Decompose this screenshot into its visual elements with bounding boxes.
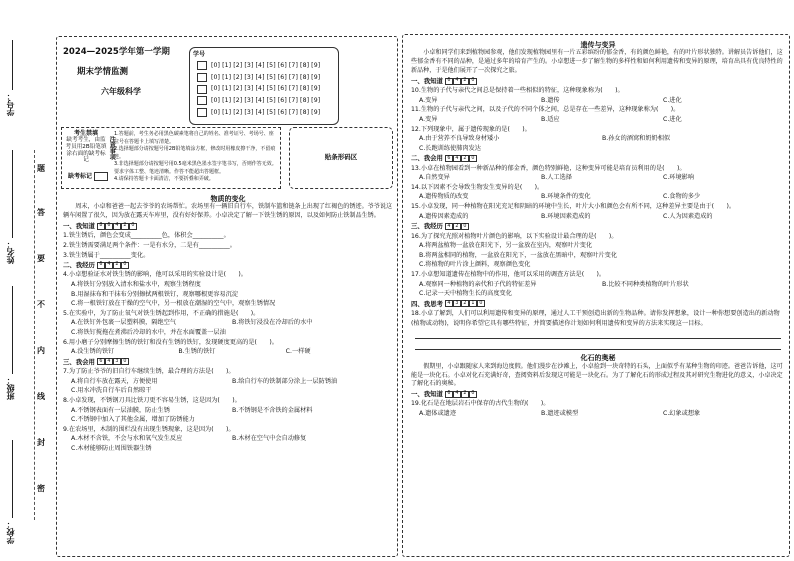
- answer-line[interactable]: [415, 339, 781, 350]
- score-box[interactable]: 0: [469, 391, 477, 398]
- answer-option[interactable]: A.木材不含铁，不会与水和氧气发生反应: [71, 435, 183, 443]
- id-digit-options[interactable]: [0] [1] [2] [3] [4] [5] [6] [7] [8] [9]: [211, 97, 321, 105]
- score-box[interactable]: 1: [469, 300, 477, 307]
- section-intro: 小卓和同学们来到植物园参观，他们发现植物园里有一片五彩缤纷的郁金香，有的颜色鲜艳，有的叶片形状独特。讲解员告诉他们，这些郁金香有不同的品种，是通过多年的培育产生的。小卓想进一步了解生物的多样性和如何利用遗传和变异的原理，培育出具有优良特性的新品种，于是他们展开了一次探究之旅。: [411, 49, 783, 75]
- score-box[interactable]: 4: [453, 78, 461, 85]
- answer-options: [63, 434, 393, 444]
- score-box[interactable]: 6: [97, 358, 105, 365]
- score-boxes[interactable]: [97, 223, 137, 230]
- score-box[interactable]: 2: [113, 262, 121, 269]
- score-box[interactable]: 2: [461, 391, 469, 398]
- left-answer-sheet: [56, 36, 398, 557]
- score-boxes[interactable]: [445, 300, 485, 307]
- answer-option[interactable]: B.遗传: [541, 96, 560, 104]
- answer-option[interactable]: A.变异: [419, 96, 438, 104]
- seal-char: 题: [37, 164, 45, 173]
- id-digit-row[interactable]: [193, 73, 335, 82]
- score-box[interactable]: 2: [461, 78, 469, 85]
- absent-mark-label: 缺考标记: [68, 173, 93, 180]
- score-boxes[interactable]: [445, 78, 477, 85]
- answer-option[interactable]: A.变异: [419, 115, 438, 123]
- part-heading: [411, 299, 785, 309]
- seal-line: [34, 150, 48, 520]
- section-title: 物质的变化: [210, 195, 246, 203]
- score-box[interactable]: 4: [105, 262, 113, 269]
- part-title: 一、我知道: [411, 76, 443, 85]
- answer-option[interactable]: B.人工选择: [541, 174, 572, 182]
- answer-option[interactable]: C.环境影响: [663, 174, 695, 182]
- score-boxes[interactable]: [445, 223, 469, 230]
- answer-options: [411, 96, 785, 106]
- question: 10.生物的子代与亲代之间总是保持着一些相似的特征，这种现象称为( )。: [411, 87, 624, 95]
- answer-option[interactable]: A.将铁钉分别放入清水和盐水中，观察生锈程度: [71, 280, 201, 288]
- seal-char: 不: [37, 300, 45, 309]
- exam-header: [61, 43, 395, 123]
- instructions-vertical-label: 注意事项: [108, 136, 116, 160]
- id-digit-options[interactable]: [0] [1] [2] [3] [4] [5] [6] [7] [8] [9]: [211, 73, 321, 81]
- answer-option[interactable]: B.将两盆相同的植物，一盆放在阳光下，一盆放在黑暗中，观察叶片变化: [419, 251, 618, 259]
- score-box[interactable]: 0: [121, 358, 129, 365]
- id-digit-options[interactable]: [0] [1] [2] [3] [4] [5] [6] [7] [8] [9]: [211, 85, 321, 93]
- rule-item: 4.请保持答题卡卡面清洁，不要折叠和弄破。: [114, 176, 214, 182]
- score-box[interactable]: 6: [445, 155, 453, 162]
- score-box[interactable]: 6: [445, 391, 453, 398]
- score-box[interactable]: 2: [453, 223, 461, 230]
- answer-option[interactable]: B.环境条件的变化: [541, 193, 591, 201]
- question: 6.用小磨子分别摩擦生锈的铁钉和没有生锈的铁钉，发现硬度更高的是( )。: [63, 338, 278, 346]
- answer-option[interactable]: C.幻象或想象: [663, 410, 701, 418]
- exam-name-title: 期末学情监测: [77, 67, 129, 78]
- part-heading: [411, 76, 785, 86]
- answer-option[interactable]: C.用水冲洗自行车后自然晾干: [71, 387, 152, 395]
- score-box[interactable]: 2: [461, 155, 469, 162]
- part-heading: [63, 260, 393, 270]
- score-box[interactable]: 3: [113, 358, 121, 365]
- student-id-grid: [189, 47, 339, 125]
- score-box[interactable]: 2: [461, 300, 469, 307]
- student-no-line: [12, 40, 13, 90]
- question: 15.小卓发现，同一种植物在阳光充足和阴暗的环境中生长，叶片大小和颜色会有所不同，这种差异主要是由于( )。: [411, 203, 736, 211]
- part-heading: [63, 221, 393, 231]
- absent-category: [64, 130, 108, 164]
- score-box[interactable]: 4: [453, 155, 461, 162]
- answer-option[interactable]: B.生锈的铁钉: [178, 348, 216, 356]
- score-box[interactable]: 3: [453, 300, 461, 307]
- id-digit-row[interactable]: [193, 96, 335, 105]
- part-title: 一、我知道: [411, 390, 443, 399]
- name-label: 姓名：: [6, 240, 15, 264]
- exam-title-block: [63, 47, 191, 121]
- answer-option[interactable]: A.不锈钢表面有一层油膜，防止生锈: [71, 406, 170, 414]
- seal-char: 内: [37, 346, 45, 355]
- answer-option[interactable]: B.给自行车的铁制部分涂上一层防锈油: [232, 377, 338, 385]
- section-heredity: [411, 41, 785, 419]
- question: 4.小卓想验证水对铁生锈的影响，他可以采用的实验设计是( )。: [63, 271, 247, 279]
- seal-char: 线: [37, 392, 45, 401]
- answer-options: [63, 377, 393, 387]
- score-box[interactable]: 4: [453, 391, 461, 398]
- instructions-rules: [114, 131, 278, 184]
- id-digit-box[interactable]: [197, 61, 207, 70]
- question: 3.铁生锈属于__________变化。: [63, 251, 150, 259]
- name-line: [12, 150, 13, 238]
- class-label: 班级：: [6, 376, 15, 400]
- answer-option[interactable]: B.不锈钢是不含铁的金属材料: [232, 406, 313, 414]
- answer-line[interactable]: [415, 328, 781, 339]
- rule-item: 2.选择题部分请按题号用2B铅笔填涂方框，修改时用橡皮擦干净，不留痕迹。: [114, 146, 276, 160]
- part-title: 一、我知道: [63, 222, 95, 231]
- answer-option[interactable]: A.自然变异: [419, 174, 450, 182]
- question: 17.小卓想知道遗传在植物中的作用，他可以采用的调查方法是( )。: [411, 270, 606, 278]
- score-box[interactable]: 0: [121, 262, 129, 269]
- id-digit-row[interactable]: [193, 61, 335, 70]
- part-heading: [411, 389, 785, 399]
- part-title: 四、我思考: [411, 299, 443, 308]
- absent-category-desc: 缺考考生，由监考员用2B铅笔填涂右面的缺考标记: [65, 137, 107, 164]
- answer-option[interactable]: C.将一根铁钉放在干燥的空气中，另一根放在潮湿的空气中，观察生锈情况: [71, 300, 276, 308]
- answer-option[interactable]: B.用湿抹布和干抹布分别擦拭两根铁钉，观察哪根更容易沉淀: [71, 290, 239, 298]
- class-line: [12, 286, 13, 374]
- answer-option[interactable]: A.由于营养不良导致身材矮小: [419, 135, 500, 143]
- barcode-area: [289, 127, 393, 189]
- score-boxes[interactable]: [445, 155, 477, 162]
- answer-option[interactable]: B.环境因素造成的: [541, 212, 591, 220]
- question: 16.为了探究光照对植物叶片颜色的影响，以下实验设计最合理的是( )。: [411, 232, 618, 240]
- answer-option[interactable]: A.将两盆植物一盆放在阳光下，另一盆放在室内，观察叶片变化: [419, 242, 593, 250]
- rule-item: 3.非选择题部分请按题号用0.5毫米黑色墨水签字笔书写，否则作答无效。要求字体工整、笔迹清晰。作答不能超出答题框。: [114, 161, 277, 175]
- id-digit-options[interactable]: [0] [1] [2] [3] [4] [5] [6] [7] [8] [9]: [211, 108, 321, 116]
- score-box[interactable]: 2: [121, 223, 129, 230]
- id-digit-box[interactable]: [197, 108, 207, 117]
- question: 19.化石是在地层岩石中保存的古代生物的( )。: [411, 400, 550, 408]
- answer-option[interactable]: C.长跑训练使肺肉发达: [419, 144, 481, 152]
- id-digit-options[interactable]: [0] [1] [2] [3] [4] [5] [6] [7] [8] [9]: [211, 61, 321, 69]
- section-intro: 假期里，小卓跟随家人来到海边度假。他们漫步在沙滩上，小卓捡到一块奇特的石头，上面似乎有某种生物的印迹。爸爸告诉他，这可能是一块化石。小卓对化石充满好奇，查阅资料后发现这可能是一块化石。为了了解化石的形成过程及其对研究生物进化的意义，小卓决定了解化石的奥秘。: [411, 362, 783, 388]
- score-boxes[interactable]: [97, 358, 129, 365]
- absent-category-title: 考生禁填: [73, 130, 98, 137]
- id-digit-box[interactable]: [197, 85, 207, 94]
- exam-term-title: 2024—2025学年第一学期: [63, 47, 170, 57]
- binding-sidebar: [0, 0, 52, 561]
- score-box[interactable]: 0: [477, 300, 485, 307]
- answer-option[interactable]: C.不锈钢中加入了其他金属，增加了防锈能力: [71, 416, 195, 424]
- answer-option[interactable]: C.人为因素造成的: [663, 212, 713, 220]
- rule-item: 1.答题前，考生务必用黑色碳素笔将自己的姓名、准考证号、考场号、座位号在答题卡上填写清楚。: [114, 131, 274, 145]
- question: 1.铁生锈后，颜色会变成__________色，体积会__________。: [63, 232, 230, 240]
- answer-option[interactable]: A.遗传物质的改变: [419, 193, 469, 201]
- score-box[interactable]: 4: [445, 300, 453, 307]
- part-title: 二、我会用: [411, 154, 443, 163]
- question: 14.以下因素不会导致生物发生变异的是( )。: [411, 183, 544, 191]
- question: 11.生物的子代与亲代之间，以及子代的不同个体之间，总是存在一些差异，这种现象称为( )。: [411, 106, 680, 114]
- barcode-label: 贴条形码区: [324, 153, 358, 162]
- score-box[interactable]: 0: [129, 223, 137, 230]
- answer-options: [411, 192, 785, 202]
- id-digit-box[interactable]: [197, 73, 207, 82]
- answer-options: [411, 280, 785, 290]
- right-answer-sheet: [402, 34, 790, 557]
- id-digit-row[interactable]: [193, 108, 335, 117]
- part-title: 三、我经历: [411, 222, 443, 231]
- part-heading: [63, 357, 393, 367]
- part-title: 三、我会用: [63, 357, 95, 366]
- answer-option[interactable]: A.在铁钉外包裹一层塑料膜，隔绝空气: [71, 319, 177, 327]
- question: 18.小卓了解到，人们可以利用遗传和变异的原理，通过人工干预创造出新的生物品种。请你发挥想象，设计一种你想要创造出的新动物(植物或动物)，说明你希望它具有哪些特征，并简要描述你计划如何利用遗传和变异的方法来实现这一目标。: [411, 310, 780, 327]
- question: 7.为了防止爷爷的旧自行车继续生锈，最合理的方法是( )。: [63, 368, 235, 376]
- answer-option[interactable]: A.遗传因素造成的: [419, 212, 469, 220]
- answer-option[interactable]: B.遗迹或模型: [541, 410, 579, 418]
- score-box[interactable]: 6: [97, 262, 105, 269]
- question: 5.在实验中，为了防止氧气对铁生锈起到作用，不正确的措施是( )。: [63, 309, 260, 317]
- answer-option[interactable]: B.木材在空气中会自动修复: [232, 435, 307, 443]
- answer-option[interactable]: C.记录一天中植物生长的高度变化: [419, 290, 512, 298]
- answer-option[interactable]: C.食物的多少: [663, 193, 701, 201]
- score-boxes[interactable]: [445, 391, 477, 398]
- question: 8.小卓发现，不锈钢刀具比铁刀更不容易生锈，这是因为( )。: [63, 396, 241, 404]
- student-no-label: 学号：: [6, 92, 15, 116]
- seal-char: 要: [37, 254, 45, 263]
- score-boxes[interactable]: [97, 262, 129, 269]
- part-heading: [411, 221, 785, 231]
- score-box[interactable]: 0: [469, 155, 477, 162]
- answer-option[interactable]: A.遗体或遗迹: [419, 410, 457, 418]
- score-box[interactable]: 4: [105, 358, 113, 365]
- instructions-box: [61, 127, 281, 189]
- question: 13.小卓在植物园看到一种新品种的郁金香，颜色特别鲜艳，这种变异可能是培育员利用的是( )。: [411, 164, 686, 172]
- answer-options: [411, 409, 785, 419]
- section-intro: 周末，小卓和爸爸一起去爷爷的农场帮忙。农场里有一辆旧自行车，铁制车篮和链条上出现了红褐色的锈迹。爷爷说这辆车闲置了很久，因为放在露天车库里，没有好好保养。小卓决定了解一下铁生锈的原因，以及如何防止铁制品生锈。: [63, 203, 393, 220]
- score-box[interactable]: 6: [445, 78, 453, 85]
- question: 2.铁生锈需要满足两个条件：一是有水分，二是有__________。: [63, 241, 236, 249]
- absent-mark: [68, 172, 108, 181]
- answer-options: [411, 115, 785, 125]
- score-box[interactable]: 4: [113, 223, 121, 230]
- score-box[interactable]: 0: [461, 223, 469, 230]
- id-digit-box[interactable]: [197, 96, 207, 105]
- student-id-label: 学号: [193, 51, 206, 58]
- section-title: 化石的奥秘: [580, 354, 616, 363]
- id-digit-row[interactable]: [193, 85, 335, 94]
- score-box[interactable]: 8: [97, 223, 105, 230]
- score-box[interactable]: 4: [445, 223, 453, 230]
- part-title: 二、我经历: [63, 261, 95, 270]
- score-box[interactable]: 6: [105, 223, 113, 230]
- answer-option[interactable]: C.一样硬: [285, 348, 311, 356]
- seal-char: 密: [37, 484, 45, 493]
- question: 9.在农场里，木制的围栏没有出现生锈现象，这是因为( )。: [63, 425, 235, 433]
- section-matter-changes: [63, 195, 393, 454]
- section-title: 遗传与变异: [580, 41, 616, 49]
- answer-option[interactable]: B.孙女的酒窝和奶奶相似: [602, 135, 671, 143]
- score-box[interactable]: 0: [469, 78, 477, 85]
- answer-option[interactable]: C.进化: [663, 115, 682, 123]
- answer-option[interactable]: A.没生锈的铁钉: [71, 348, 115, 356]
- answer-options: [63, 406, 393, 416]
- answer-options: [63, 318, 393, 328]
- answer-option[interactable]: C.将植物的叶片涂上颜料，观察颜色变化: [419, 261, 531, 269]
- seal-char: 答: [37, 208, 45, 217]
- exam-subject-title: 六年级科学: [101, 87, 141, 97]
- answer-option[interactable]: C.将铁钉搅拖在煮沸后冷却的水中，并在水面覆盖一层油: [71, 329, 226, 337]
- part-heading: [411, 153, 785, 163]
- answer-option[interactable]: B.比较不同种类植物的叶片形状: [602, 280, 689, 288]
- answer-option[interactable]: A.观察同一种植物的亲代和子代的特征差异: [419, 280, 537, 288]
- question: 12.下列现象中，属于遗传现象的是( )。: [411, 125, 531, 133]
- seal-char: 封: [37, 438, 45, 447]
- school-label: 学校：: [6, 520, 15, 544]
- answer-options: [411, 173, 785, 183]
- answer-option[interactable]: B.将铁钉浸没在冷却后的水中: [232, 319, 313, 327]
- answer-option[interactable]: C.进化: [663, 96, 682, 104]
- answer-option[interactable]: C.木材能够防止周围铁器生锈: [71, 444, 152, 452]
- answer-options: [411, 212, 785, 222]
- absent-mark-box[interactable]: [94, 172, 108, 181]
- school-line: [12, 440, 13, 518]
- answer-options: [63, 347, 393, 357]
- answer-option[interactable]: B.适应: [541, 115, 560, 123]
- answer-options: [411, 134, 785, 144]
- answer-option[interactable]: A.将自行车放在露天，方便使用: [71, 377, 158, 385]
